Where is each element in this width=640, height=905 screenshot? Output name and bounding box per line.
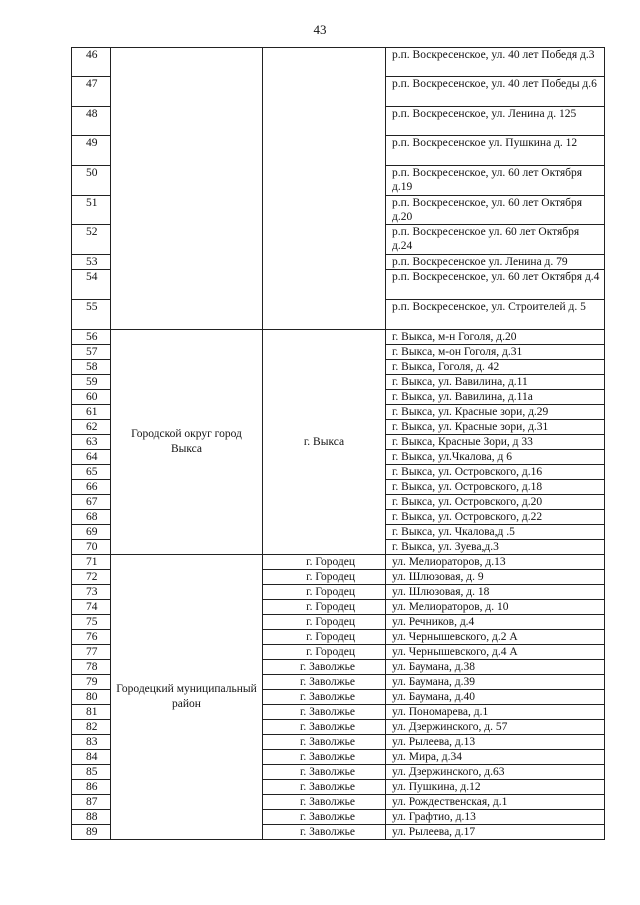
address-cell: р.п. Воскресенское ул. 60 лет Октября д.24 — [386, 225, 605, 255]
town-cell: г. Заволжье — [263, 735, 386, 750]
town-cell: г. Заволжье — [263, 750, 386, 765]
address-cell: р.п. Воскресенское ул. Пушкина д. 12 — [386, 136, 605, 166]
address-cell: г. Выкса, ул. Чкалова,д .5 — [386, 525, 605, 540]
table-row — [72, 330, 605, 345]
town-cell: г. Городец — [263, 570, 386, 585]
address-cell: ул. Баумана, д.38 — [386, 660, 605, 675]
row-number-cell: 53 — [72, 255, 111, 270]
row-number-cell: 67 — [72, 495, 111, 510]
row-number-cell: 68 — [72, 510, 111, 525]
address-cell: р.п. Воскресенское, ул. 60 лет Октября д.19 — [386, 166, 605, 196]
row-number-cell: 80 — [72, 690, 111, 705]
address-cell: ул. Рождественская, д.1 — [386, 795, 605, 810]
row-number-cell: 48 — [72, 107, 111, 136]
town-cell: г. Городец — [263, 645, 386, 660]
address-cell: г. Выкса, м-он Гоголя, д.31 — [386, 345, 605, 360]
address-cell: ул. Шлюзовая, д. 9 — [386, 570, 605, 585]
address-cell: ул. Речников, д.4 — [386, 615, 605, 630]
address-cell: р.п. Воскресенское, ул. 40 лет Победя д.3 — [386, 48, 605, 77]
row-number-cell: 71 — [72, 555, 111, 570]
town-cell: г. Городец — [263, 600, 386, 615]
row-number-cell: 84 — [72, 750, 111, 765]
row-number-cell: 75 — [72, 615, 111, 630]
row-number-cell: 69 — [72, 525, 111, 540]
town-cell: г. Заволжье — [263, 825, 386, 840]
table-row — [72, 48, 605, 77]
town-cell: г. Заволжье — [263, 660, 386, 675]
row-number-cell: 78 — [72, 660, 111, 675]
row-number-cell: 83 — [72, 735, 111, 750]
row-number-cell: 77 — [72, 645, 111, 660]
address-cell: р.п. Воскресенское, ул. 60 лет Октября д.20 — [386, 196, 605, 225]
row-number-cell: 82 — [72, 720, 111, 735]
municipality-cell: Городской округ город Выкса — [111, 330, 263, 555]
town-cell: г. Городец — [263, 615, 386, 630]
row-number-cell: 46 — [72, 48, 111, 77]
address-cell: г. Выкса, ул. Красные зори, д.31 — [386, 420, 605, 435]
row-number-cell: 60 — [72, 390, 111, 405]
municipality-cell: Городецкий муниципальный район — [111, 555, 263, 840]
table-body — [72, 48, 605, 840]
town-cell: г. Заволжье — [263, 705, 386, 720]
address-cell: г. Выкса, ул. Вавилина, д.11 — [386, 375, 605, 390]
town-cell: г. Городец — [263, 630, 386, 645]
row-number-cell: 62 — [72, 420, 111, 435]
address-cell: г. Выкса, ул.Чкалова, д 6 — [386, 450, 605, 465]
settlement-cell: г. Выкса — [263, 330, 386, 555]
row-number-cell: 50 — [72, 166, 111, 196]
row-number-cell: 88 — [72, 810, 111, 825]
address-cell: г. Выкса, ул. Островского, д.18 — [386, 480, 605, 495]
row-number-cell: 58 — [72, 360, 111, 375]
settlement-cell — [263, 48, 386, 330]
municipality-cell — [111, 48, 263, 330]
row-number-cell: 72 — [72, 570, 111, 585]
row-number-cell: 49 — [72, 136, 111, 166]
address-cell: ул. Мира, д.34 — [386, 750, 605, 765]
address-cell: ул. Шлюзовая, д. 18 — [386, 585, 605, 600]
row-number-cell: 65 — [72, 465, 111, 480]
row-number-cell: 47 — [72, 77, 111, 107]
town-cell: г. Заволжье — [263, 690, 386, 705]
row-number-cell: 57 — [72, 345, 111, 360]
address-cell: ул. Баумана, д.40 — [386, 690, 605, 705]
address-cell: ул. Дзержинского, д. 57 — [386, 720, 605, 735]
row-number-cell: 63 — [72, 435, 111, 450]
address-cell: ул. Мелиораторов, д. 10 — [386, 600, 605, 615]
row-number-cell: 81 — [72, 705, 111, 720]
address-cell: р.п. Воскресенское, ул. Строителей д. 5 — [386, 300, 605, 330]
row-number-cell: 66 — [72, 480, 111, 495]
row-number-cell: 70 — [72, 540, 111, 555]
address-cell: р.п. Воскресенское ул. Ленина д. 79 — [386, 255, 605, 270]
address-cell: ул. Мелиораторов, д.13 — [386, 555, 605, 570]
table-row — [72, 555, 605, 570]
row-number-cell: 87 — [72, 795, 111, 810]
row-number-cell: 86 — [72, 780, 111, 795]
address-cell: р.п. Воскресенское, ул. Ленина д. 125 — [386, 107, 605, 136]
address-cell: ул. Пономарева, д.1 — [386, 705, 605, 720]
town-cell: г. Заволжье — [263, 810, 386, 825]
address-cell: ул. Чернышевского, д.2 А — [386, 630, 605, 645]
address-cell: ул. Графтио, д.13 — [386, 810, 605, 825]
address-table — [71, 47, 605, 840]
row-number-cell: 54 — [72, 270, 111, 300]
row-number-cell: 52 — [72, 225, 111, 255]
address-cell: ул. Рылеева, д.17 — [386, 825, 605, 840]
page-number: 43 — [313, 22, 327, 37]
address-cell: р.п. Воскресенское, ул. 60 лет Октября д.4 — [386, 270, 605, 300]
row-number-cell: 55 — [72, 300, 111, 330]
address-cell: г. Выкса, Гоголя, д. 42 — [386, 360, 605, 375]
address-cell: г. Выкса, ул. Островского, д.16 — [386, 465, 605, 480]
town-cell: г. Городец — [263, 585, 386, 600]
address-cell: г. Выкса, м-н Гоголя, д.20 — [386, 330, 605, 345]
address-cell: ул. Дзержинского, д.63 — [386, 765, 605, 780]
row-number-cell: 59 — [72, 375, 111, 390]
row-number-cell: 73 — [72, 585, 111, 600]
town-cell: г. Заволжье — [263, 780, 386, 795]
address-cell: г. Выкса, ул. Вавилина, д.11а — [386, 390, 605, 405]
town-cell: г. Заволжье — [263, 765, 386, 780]
town-cell: г. Заволжье — [263, 720, 386, 735]
address-cell: г. Выкса, ул. Островского, д.22 — [386, 510, 605, 525]
address-cell: ул. Пушкина, д.12 — [386, 780, 605, 795]
address-cell: ул. Рылеева, д.13 — [386, 735, 605, 750]
row-number-cell: 51 — [72, 196, 111, 225]
row-number-cell: 89 — [72, 825, 111, 840]
address-cell: г. Выкса, ул. Зуева,д.3 — [386, 540, 605, 555]
row-number-cell: 76 — [72, 630, 111, 645]
row-number-cell: 56 — [72, 330, 111, 345]
address-cell: ул. Чернышевского, д.4 А — [386, 645, 605, 660]
town-cell: г. Заволжье — [263, 795, 386, 810]
address-cell: г. Выкса, ул. Островского, д.20 — [386, 495, 605, 510]
row-number-cell: 79 — [72, 675, 111, 690]
town-cell: г. Заволжье — [263, 675, 386, 690]
row-number-cell: 74 — [72, 600, 111, 615]
row-number-cell: 64 — [72, 450, 111, 465]
address-cell: г. Выкса, Красные Зори, д 33 — [386, 435, 605, 450]
address-cell: г. Выкса, ул. Красные зори, д.29 — [386, 405, 605, 420]
row-number-cell: 85 — [72, 765, 111, 780]
address-cell: ул. Баумана, д.39 — [386, 675, 605, 690]
address-cell: р.п. Воскресенское, ул. 40 лет Победы д.6 — [386, 77, 605, 107]
town-cell: г. Городец — [263, 555, 386, 570]
row-number-cell: 61 — [72, 405, 111, 420]
